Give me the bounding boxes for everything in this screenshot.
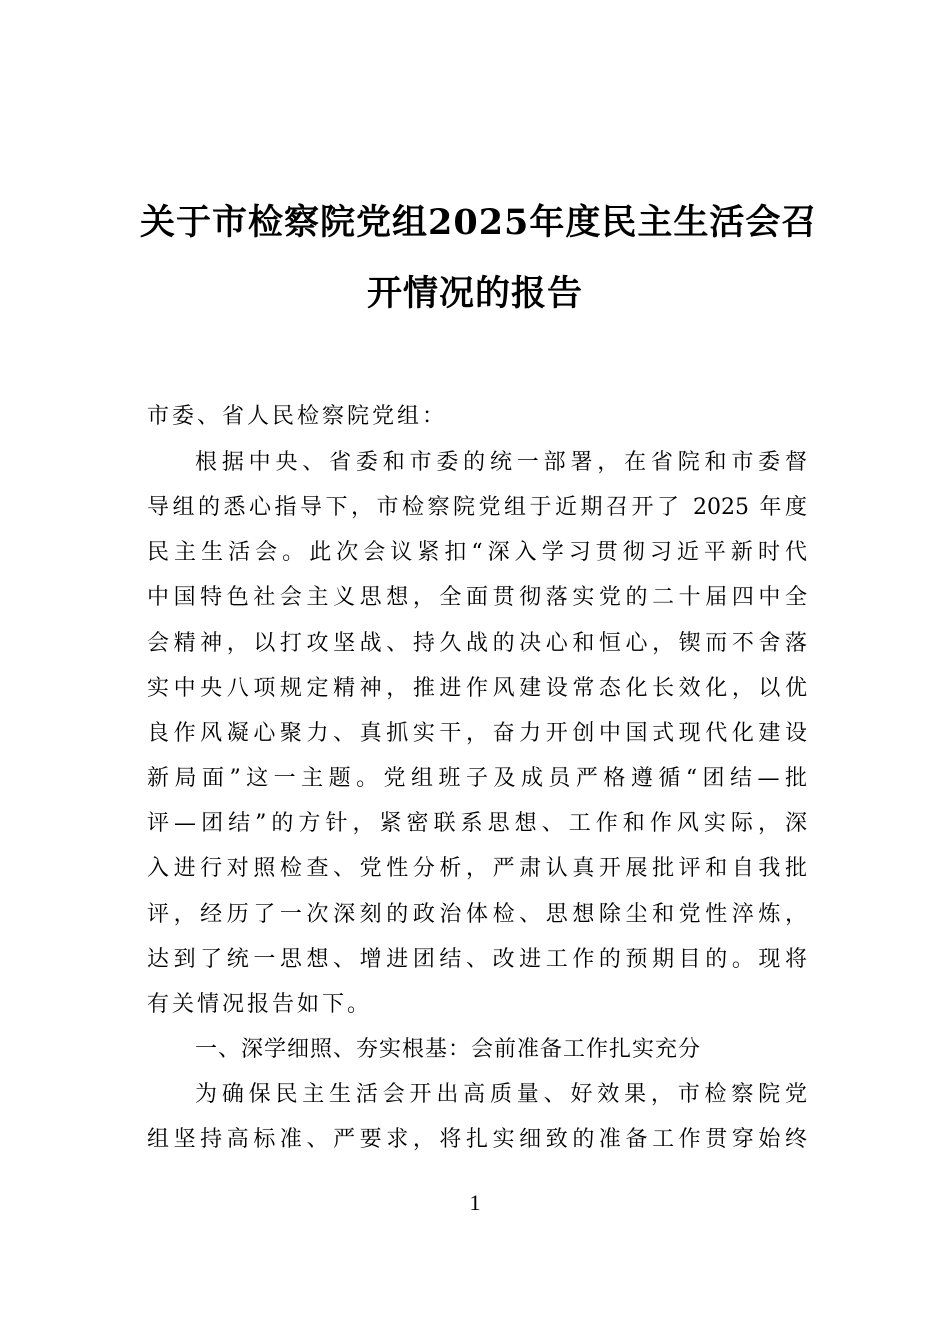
- paragraph-line: 达到了统一思想、增进团结、改进工作的预期目的。现将: [147, 947, 807, 972]
- paragraph-line: 民主生活会。此次会议紧扣“深入学习贯彻习近平新时代: [147, 540, 807, 565]
- page-number: 1: [469, 1190, 481, 1215]
- paragraph-line: 有关情况报告如下。: [147, 992, 373, 1017]
- paragraph-line: 中国特色社会主义思想，全面贯彻落实党的二十届四中全: [147, 585, 807, 610]
- paragraph-line: 良作风凝心聚力、真抓实干，奋力开创中国式现代化建设: [147, 721, 807, 746]
- paragraph-line: 为确保民主生活会开出高质量、好效果，市检察院党: [195, 1082, 807, 1107]
- paragraph-line: 根据中央、省委和市委的统一部署，在省院和市委督: [195, 450, 807, 475]
- paragraph-line: 新局面”这一主题。党组班子及成员严格遵循“团结—批: [147, 766, 807, 791]
- paragraph-line: 组坚持高标准、严要求，将扎实细致的准备工作贯穿始终: [147, 1127, 807, 1152]
- paragraph-line: 入进行对照检查、党性分析，严肃认真开展批评和自我批: [147, 856, 807, 881]
- paragraph-line: 实中央八项规定精神，推进作风建设常态化长效化，以优: [147, 676, 807, 701]
- document-title-line-2: 开情况的报告: [366, 273, 583, 314]
- salutation: 市委、省人民检察院党组：: [147, 404, 448, 429]
- paragraph-line: 会精神，以打攻坚战、持久战的决心和恒心，锲而不舍落: [147, 631, 807, 656]
- paragraph-line: 导组的悉心指导下，市检察院党组于近期召开了 2025 年度: [147, 495, 807, 520]
- document-title-line-1: 关于市检察院党组2025年度民主生活会召: [140, 202, 818, 243]
- section-heading: 一、深学细照、夯实根基：会前准备工作扎实充分: [195, 1037, 702, 1062]
- paragraph-line: 评—团结”的方针，紧密联系思想、工作和作风实际，深: [147, 811, 807, 836]
- paragraph-line: 评，经历了一次深刻的政治体检、思想除尘和党性淬炼，: [147, 902, 807, 927]
